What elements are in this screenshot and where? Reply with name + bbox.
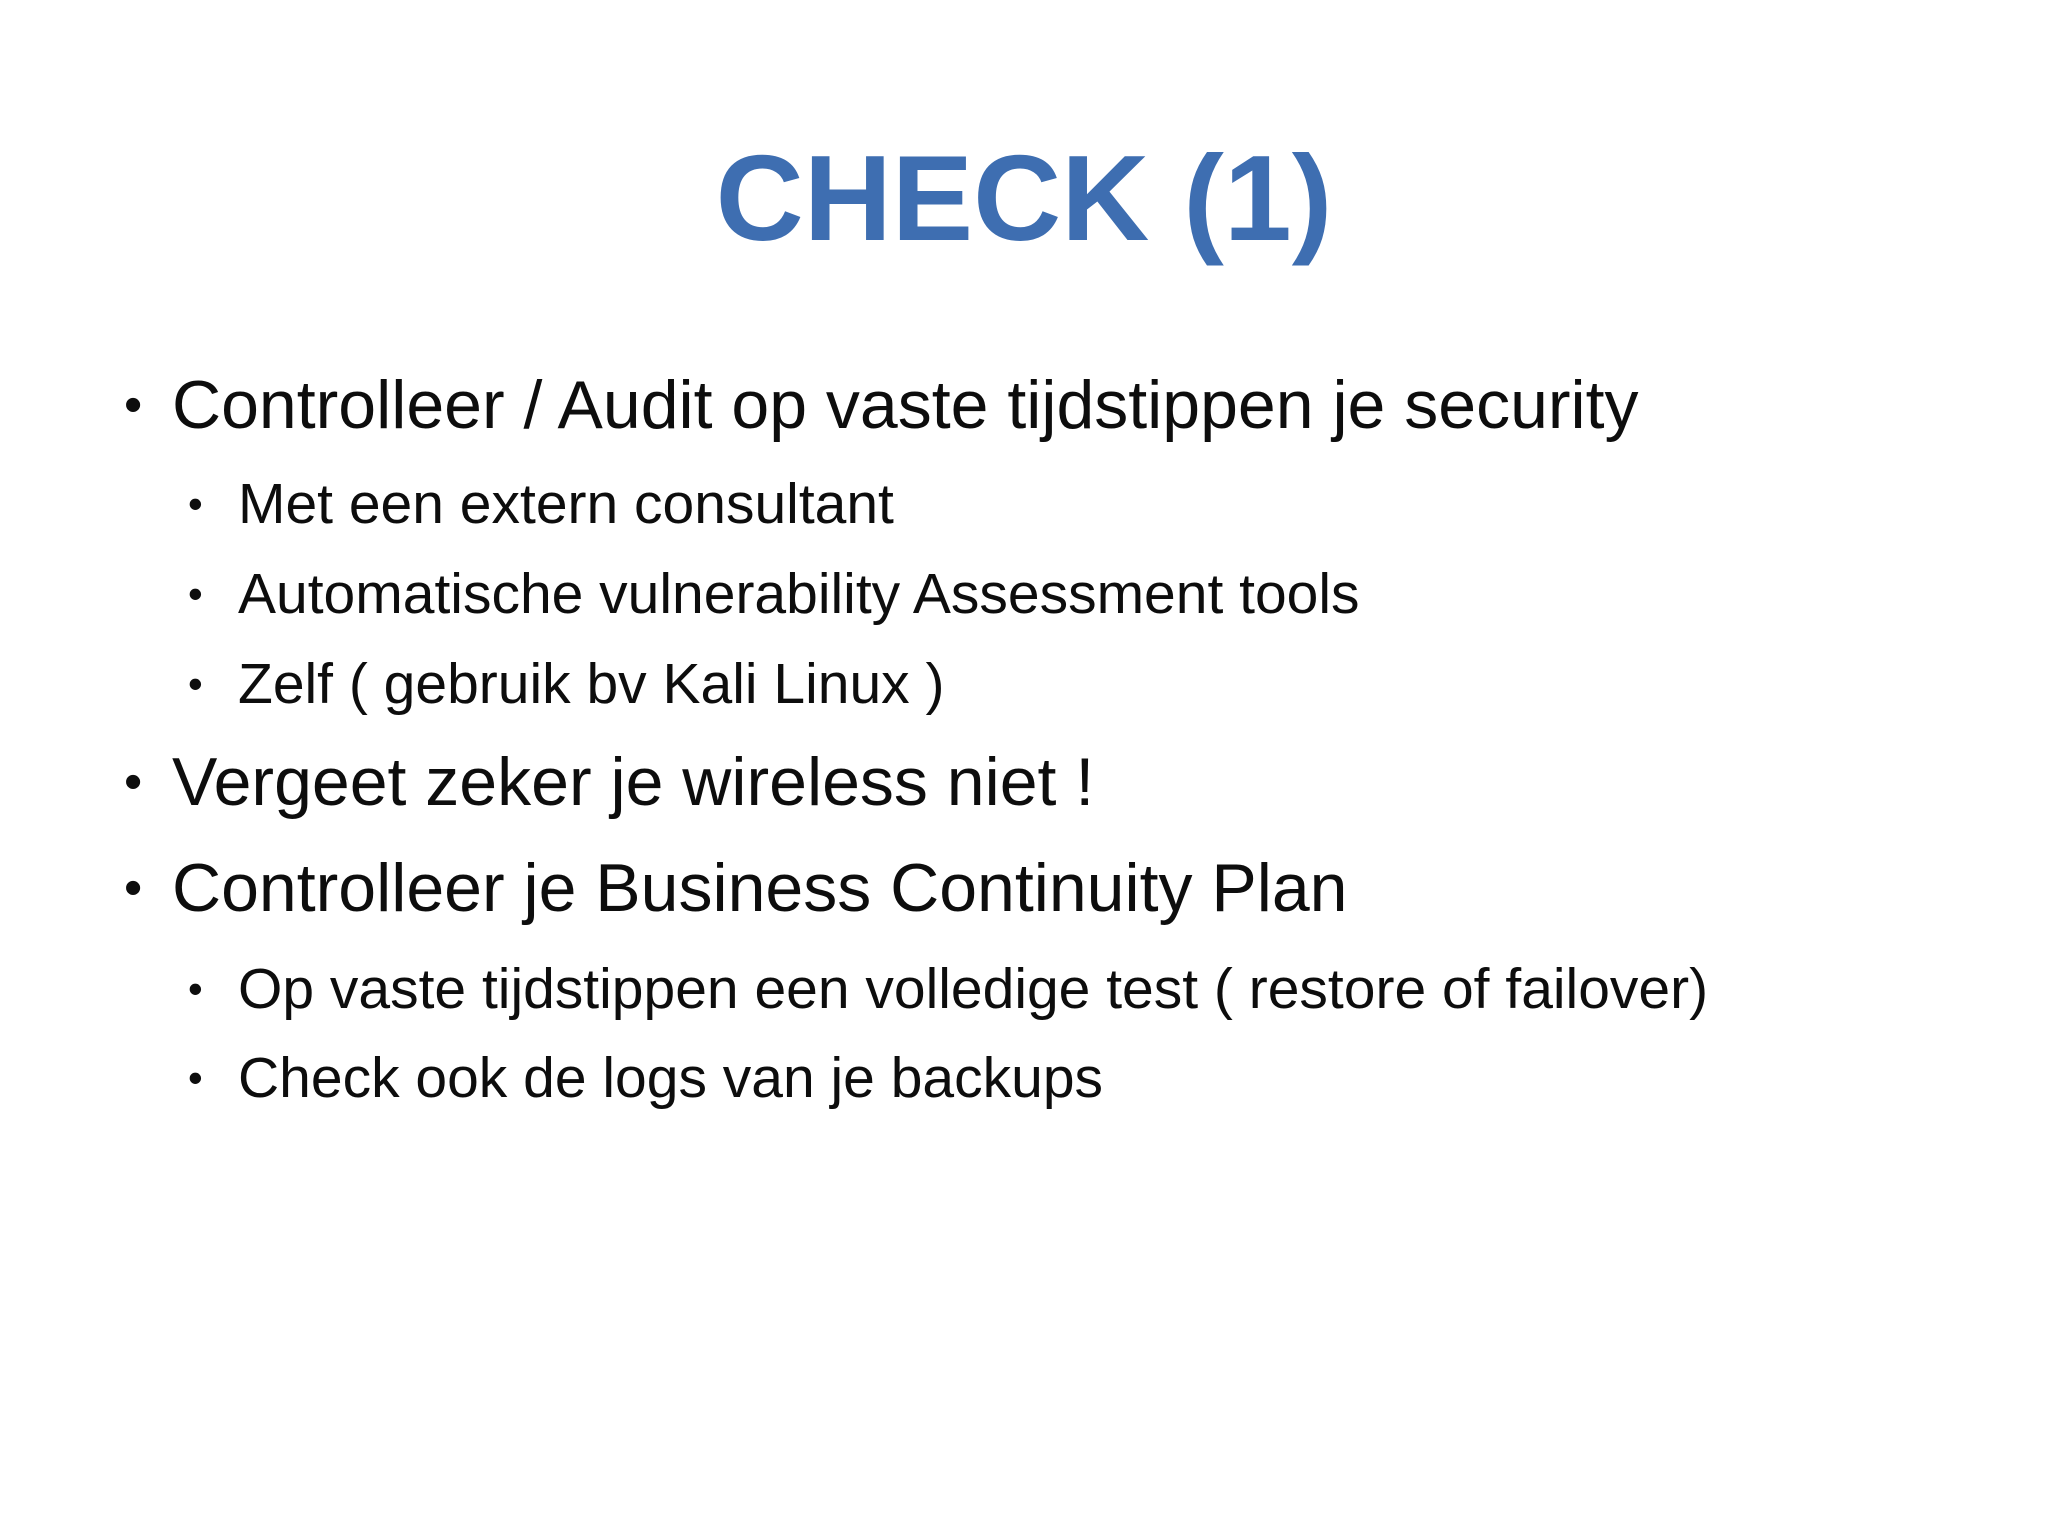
- bullet-text: Op vaste tijdstippen een volledige test ( restore of failover): [238, 957, 1709, 1021]
- sub-bullet-item: [188, 560, 1360, 628]
- bullet-item: [124, 742, 1095, 822]
- bullet-icon: •: [188, 480, 203, 527]
- bullet-icon: •: [124, 376, 143, 434]
- bullet-item: [124, 365, 1639, 445]
- bullet-icon: •: [188, 660, 203, 707]
- bullet-text: Met een extern consultant: [238, 472, 894, 536]
- bullet-text: Automatische vulnerability Assessment tools: [238, 562, 1360, 626]
- bullet-icon: •: [124, 753, 143, 811]
- sub-bullet-item: [188, 955, 1709, 1023]
- sub-bullet-item: [188, 1044, 1104, 1112]
- bullet-text: Zelf ( gebruik bv Kali Linux ): [238, 652, 945, 716]
- bullet-text: Controlleer je Business Continuity Plan: [172, 850, 1348, 926]
- slide-title: CHECK (1): [715, 130, 1333, 266]
- bullet-icon: •: [188, 965, 203, 1012]
- sub-bullet-item: [188, 650, 945, 718]
- bullet-icon: •: [124, 859, 143, 917]
- bullet-icon: •: [188, 1054, 203, 1101]
- bullet-text: Vergeet zeker je wireless niet !: [172, 744, 1095, 820]
- bullet-icon: •: [188, 570, 203, 617]
- bullet-text: Controlleer / Audit op vaste tijdstippen je security: [172, 367, 1639, 443]
- bullet-text: Check ook de logs van je backups: [238, 1046, 1104, 1110]
- bullet-item: [124, 848, 1348, 928]
- sub-bullet-item: [188, 470, 894, 538]
